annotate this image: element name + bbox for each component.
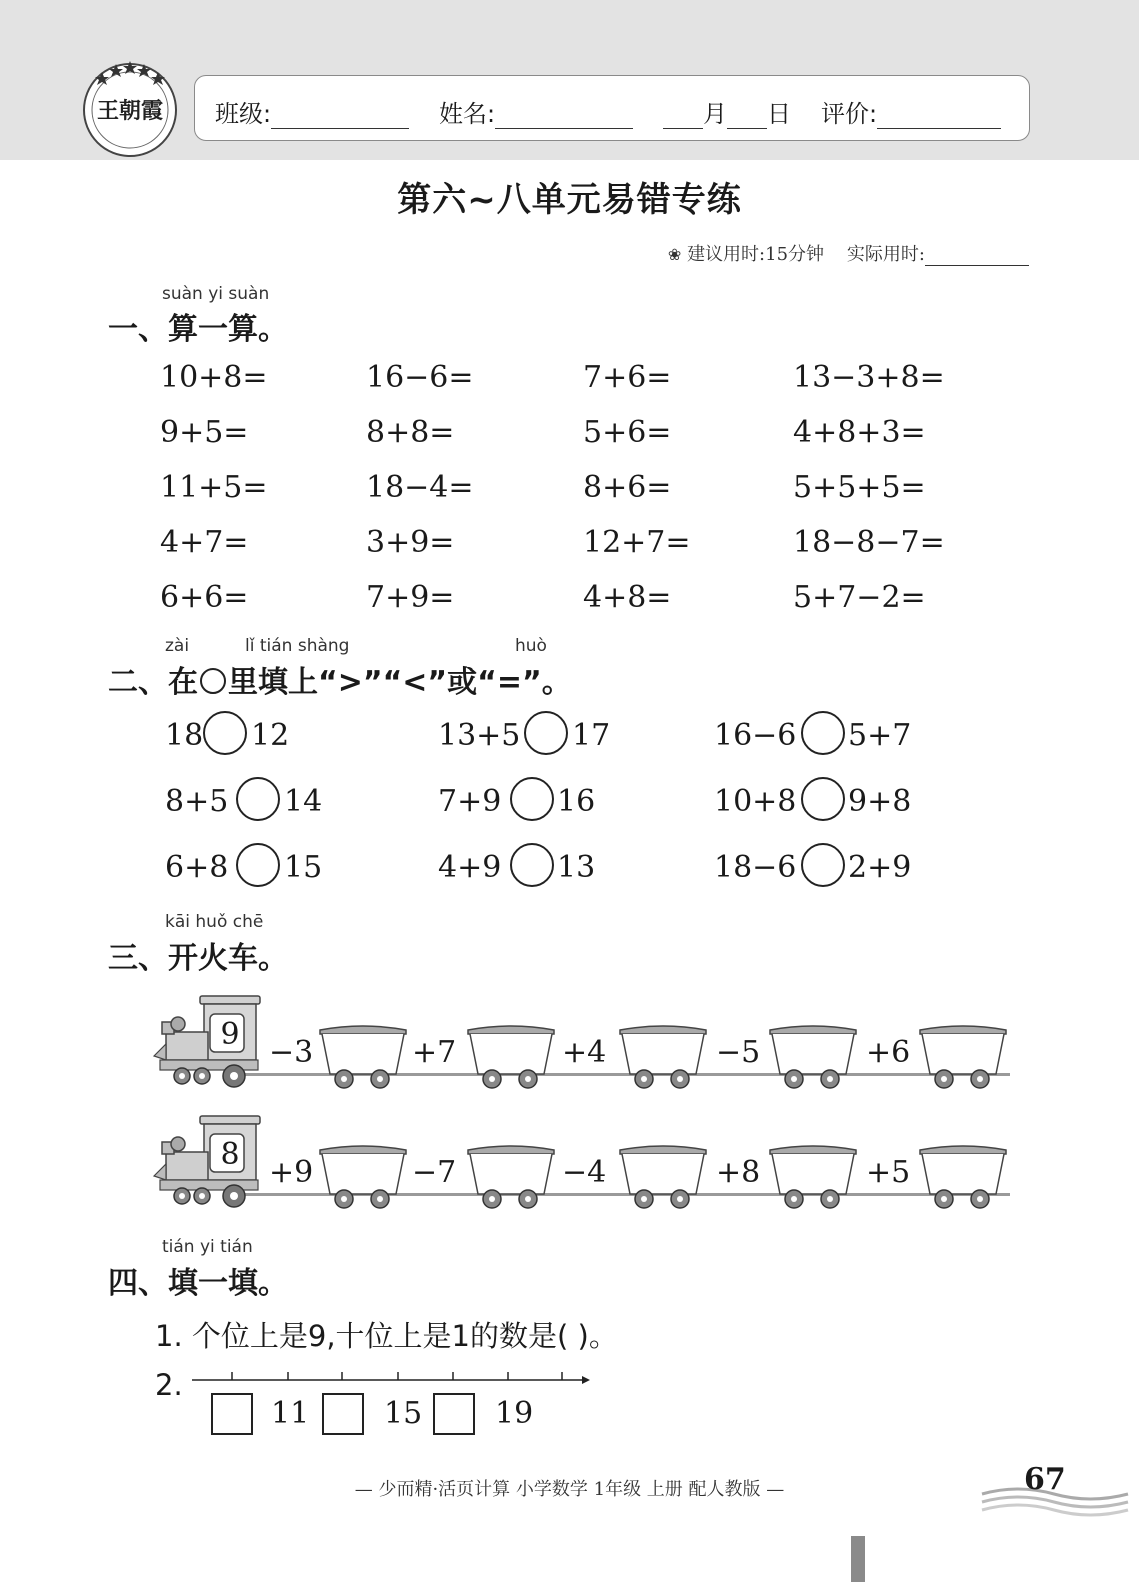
calc-expr: 4+7= [160, 525, 249, 560]
month-label: 月 [703, 100, 727, 128]
actual-time-field[interactable] [925, 245, 1029, 266]
page-number: 67 [1024, 1462, 1066, 1497]
cart-icon[interactable] [768, 1144, 858, 1210]
train-start-number: 8 [220, 1137, 240, 1172]
cart-icon[interactable] [618, 1144, 708, 1210]
train-op: +9 [269, 1155, 314, 1190]
calc-expr: 3+9= [366, 525, 455, 560]
day-field[interactable] [727, 102, 767, 129]
calc-expr: 5+7−2= [793, 580, 926, 615]
compare-circle[interactable] [524, 711, 568, 755]
month-field[interactable] [663, 102, 703, 129]
class-field[interactable] [271, 102, 409, 129]
cart-icon[interactable] [768, 1024, 858, 1090]
section1-heading: 一、算一算。 [108, 312, 288, 347]
locomotive-icon [150, 994, 262, 1096]
cart-icon[interactable] [918, 1024, 1008, 1090]
calc-expr: 18−8−7= [793, 525, 945, 560]
train-op: +6 [866, 1035, 911, 1070]
cart-icon[interactable] [318, 1144, 408, 1210]
day-label: 日 [767, 100, 791, 128]
page-edge-marker [851, 1536, 865, 1582]
circle-icon [200, 668, 226, 694]
compare-circle[interactable] [801, 711, 845, 755]
calc-expr: 5+6= [583, 415, 672, 450]
section2-pinyin-li: lǐ tián shàng [245, 636, 350, 656]
compare-right: 16 [557, 784, 596, 819]
train-row [0, 1110, 1139, 1220]
section4-pinyin: tián yi tián [162, 1237, 253, 1257]
logo-badge [80, 58, 180, 158]
section2-heading-a: 二、在 [108, 665, 198, 700]
compare-right: 12 [251, 718, 290, 753]
calc-expr: 8+6= [583, 470, 672, 505]
compare-circle[interactable] [203, 711, 247, 755]
train-start-number: 9 [220, 1017, 240, 1052]
compare-left: 18 [165, 718, 204, 753]
compare-left: 18−6 [714, 850, 797, 885]
cart-icon[interactable] [466, 1144, 556, 1210]
compare-right: 5+7 [848, 718, 912, 753]
section3-pinyin: kāi huǒ chē [165, 912, 264, 932]
train-op: −5 [716, 1035, 761, 1070]
calc-expr: 4+8+3= [793, 415, 926, 450]
section2-heading [108, 657, 572, 701]
compare-left: 10+8 [714, 784, 797, 819]
compare-left: 13+5 [438, 718, 521, 753]
time-info [668, 240, 1029, 266]
name-label: 姓名: [439, 100, 496, 128]
compare-left: 16−6 [714, 718, 797, 753]
calc-expr: 11+5= [160, 470, 268, 505]
calc-expr: 18−4= [366, 470, 474, 505]
calc-expr: 12+7= [583, 525, 691, 560]
flower-icon: ❀ [667, 245, 682, 264]
compare-left: 7+9 [438, 784, 502, 819]
calc-expr: 13−3+8= [793, 360, 945, 395]
calc-expr: 7+9= [366, 580, 455, 615]
rating-field[interactable] [877, 102, 1001, 129]
train-op: +5 [866, 1155, 911, 1190]
compare-circle[interactable] [236, 777, 280, 821]
compare-right: 17 [572, 718, 611, 753]
compare-right: 2+9 [848, 850, 912, 885]
question-1: 1. 个位上是9,十位上是1的数是( )。 [155, 1319, 618, 1353]
cart-icon[interactable] [618, 1024, 708, 1090]
number-line-value: 19 [495, 1396, 534, 1431]
section2-pinyin-huo: huò [515, 636, 547, 656]
section1-pinyin: suàn yi suàn [162, 284, 270, 304]
calc-expr: 6+6= [160, 580, 249, 615]
suggested-time: 建议用时:15分钟 [687, 244, 825, 265]
class-label: 班级: [215, 100, 272, 128]
train-op: −4 [562, 1155, 607, 1190]
compare-circle[interactable] [801, 843, 845, 887]
compare-circle[interactable] [510, 777, 554, 821]
calc-expr: 5+5+5= [793, 470, 926, 505]
cart-icon[interactable] [918, 1144, 1008, 1210]
calc-expr: 8+8= [366, 415, 455, 450]
cart-icon[interactable] [466, 1024, 556, 1090]
answer-box[interactable] [433, 1393, 475, 1435]
number-line-value: 15 [384, 1396, 423, 1431]
compare-circle[interactable] [510, 843, 554, 887]
rating-label: 评价: [821, 100, 878, 128]
calc-expr: 7+6= [583, 360, 672, 395]
answer-box[interactable] [211, 1393, 253, 1435]
cart-icon[interactable] [318, 1024, 408, 1090]
question-2-label: 2. [155, 1368, 183, 1402]
number-line-value: 11 [271, 1396, 310, 1431]
section2-pinyin-zai: zài [165, 636, 190, 656]
section2-heading-b: 里填上“>”“<”或“=”。 [228, 665, 572, 700]
name-field[interactable] [495, 102, 633, 129]
answer-box[interactable] [322, 1393, 364, 1435]
compare-left: 6+8 [165, 850, 229, 885]
section4-heading: 四、填一填。 [108, 1266, 288, 1301]
calc-expr: 16−6= [366, 360, 474, 395]
compare-right: 14 [284, 784, 323, 819]
train-op: −7 [412, 1155, 457, 1190]
student-info-box [194, 75, 1030, 141]
logo-text: 王朝霞 [96, 98, 164, 124]
footer-text: — 少而精·活页计算 小学数学 1年级 上册 配人教版 — [354, 1479, 785, 1500]
number-line [190, 1366, 590, 1386]
train-op: +4 [562, 1035, 607, 1070]
train-row [0, 990, 1139, 1100]
page-title: 第六~八单元易错专练 [397, 180, 742, 220]
train-op: +7 [412, 1035, 457, 1070]
compare-right: 15 [284, 850, 323, 885]
compare-circle[interactable] [236, 843, 280, 887]
train-op: +8 [716, 1155, 761, 1190]
train-op: −3 [269, 1035, 314, 1070]
compare-left: 4+9 [438, 850, 502, 885]
calc-expr: 10+8= [160, 360, 268, 395]
compare-right: 9+8 [848, 784, 912, 819]
locomotive-icon [150, 1114, 262, 1216]
actual-time-label: 实际用时: [846, 244, 925, 265]
calc-expr: 4+8= [583, 580, 672, 615]
compare-circle[interactable] [801, 777, 845, 821]
section3-heading: 三、开火车。 [108, 941, 288, 976]
compare-right: 13 [557, 850, 596, 885]
compare-left: 8+5 [165, 784, 229, 819]
calc-expr: 9+5= [160, 415, 249, 450]
